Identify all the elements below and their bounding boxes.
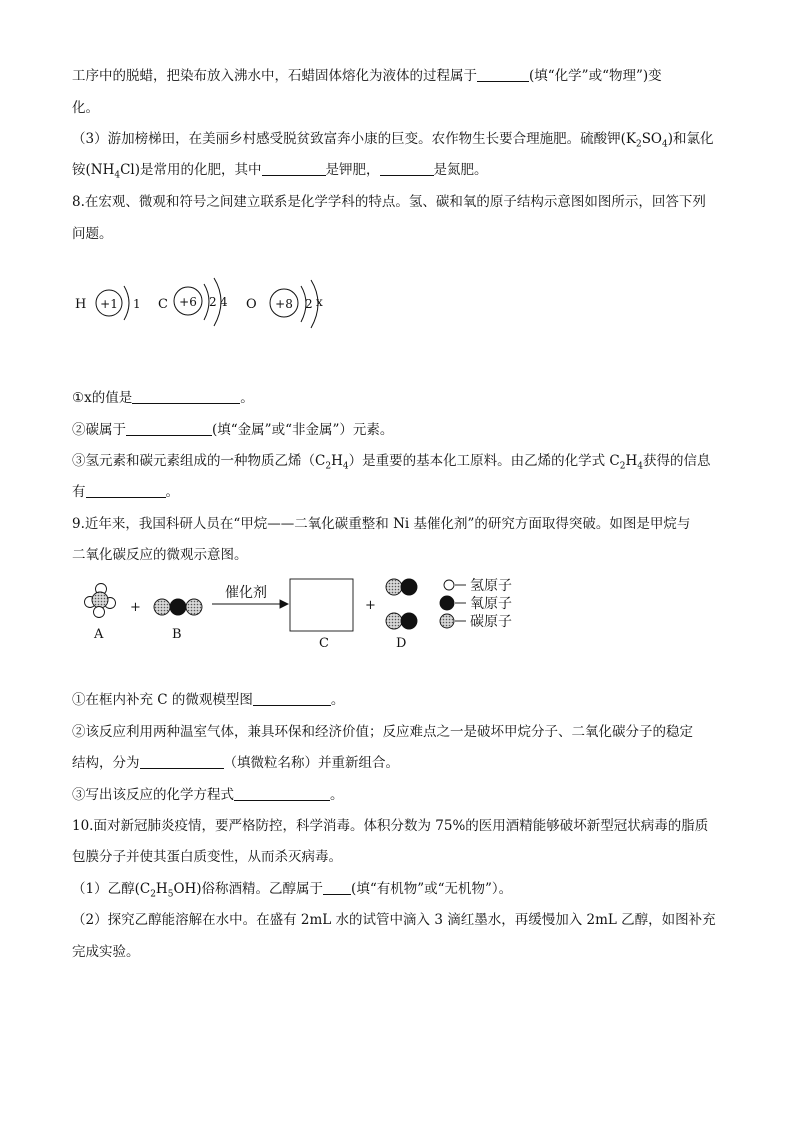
text: H — [625, 453, 638, 469]
text: 。 — [330, 692, 345, 708]
q8-sub-4 — [72, 482, 734, 502]
nucleus-charge: +6 — [179, 295, 197, 309]
q7-line-2 — [72, 98, 734, 118]
arrow-head — [280, 600, 288, 608]
text: 铵(NH — [72, 162, 115, 178]
q9-sub-3 — [72, 785, 734, 805]
legend-oxygen-icon — [440, 596, 454, 610]
text: SO — [641, 131, 663, 147]
nucleus-charge: +1 — [100, 297, 118, 311]
shell-electrons: 4 — [220, 295, 228, 309]
legend-hydrogen-icon — [444, 580, 454, 590]
atom-symbol: H — [75, 297, 87, 312]
text: 有 — [72, 484, 86, 500]
shell-electrons: x — [316, 295, 323, 309]
text: （2）探究乙醇能溶解在水中。在盛有 2mL 水的试管中滴入 3 滴红墨水，再缓慢加入 2mL 乙醇，如图补充 — [72, 912, 716, 928]
text: 获得的信息 — [642, 453, 711, 469]
text: （1）乙醇(C — [72, 881, 151, 897]
text: 完成实验。 — [72, 944, 140, 960]
q8-sub-2 — [72, 420, 734, 440]
text: 。 — [330, 787, 344, 803]
subscript: 4 — [637, 461, 643, 472]
nucleus-charge: +8 — [275, 297, 293, 311]
text: ①在框内补充 C 的微观模型图 — [72, 692, 253, 708]
text: 。 — [240, 390, 254, 406]
label-b: B — [172, 627, 182, 642]
subscript: 2 — [325, 461, 332, 472]
text: 问题。 — [72, 226, 113, 242]
atom-structure-diagram — [60, 268, 360, 340]
text: 8.在宏观、微观和符号之间建立联系是化学学科的特点。氢、碳和氧的原子结构示意图如图所示，回答下列 — [72, 194, 706, 210]
label-d: D — [396, 636, 407, 651]
reaction-micro-diagram — [70, 570, 540, 655]
label-a: A — [94, 627, 104, 642]
subscript: 2 — [619, 461, 626, 472]
oxygen-atom — [170, 599, 186, 615]
q8-line-2 — [72, 224, 734, 244]
subscript: 4 — [662, 139, 668, 150]
legend-oxygen-label: 氧原子 — [470, 596, 512, 612]
text: 化。 — [72, 100, 99, 116]
shell-electrons: 2 — [209, 295, 217, 309]
text: (填“金属”或“非金属”）元素。 — [212, 422, 394, 438]
answer-blank[interactable] — [132, 389, 240, 404]
oxygen-atom — [401, 613, 417, 629]
answer-blank[interactable] — [262, 161, 326, 176]
text: ③写出该反应的化学方程式 — [72, 787, 234, 803]
electron-shell-arc — [124, 286, 129, 320]
legend-carbon-icon — [440, 614, 454, 628]
q10-line-4 — [72, 910, 734, 930]
subscript: 2 — [150, 889, 156, 900]
q10-line-3 — [72, 879, 734, 899]
subscript: 5 — [167, 889, 174, 900]
hydrogen-atom — [94, 607, 105, 618]
answer-blank[interactable] — [86, 483, 166, 498]
legend-hydrogen-label: 氢原子 — [470, 578, 512, 594]
q7-line-4 — [72, 160, 734, 180]
text: ①x的值是 — [72, 390, 133, 406]
q7-line-3 — [72, 129, 734, 149]
text: 包膜分子并使其蛋白质变性，从而杀灭病毒。 — [72, 849, 342, 865]
text: ②该反应利用两种温室气体，兼具环保和经济价值；反应难点之一是破坏甲烷分子、二氧化碳分子的稳定 — [72, 724, 693, 740]
text: )和氯化 — [667, 131, 714, 147]
subscript: 4 — [342, 461, 349, 472]
q8-sub-1 — [72, 388, 734, 408]
text: 9.近年来，我国科研人员在“甲烷——二氧化碳重整和 Ni 基催化剂”的研究方面取得突破。如图是甲烷与 — [72, 516, 691, 532]
q10-line-1 — [72, 816, 734, 836]
text: 二氧化碳反应的微观示意图。 — [72, 547, 248, 563]
text: 工序中的脱蜡，把染布放入沸水中，石蜡固体熔化为液体的过程属于 — [72, 68, 477, 84]
shell-electrons: 2 — [305, 297, 313, 311]
text: 10.面对新冠肺炎疫情，要严格防控，科学消毒。体积分数为 75%的医用酒精能够破坏新型冠状病毒的脂质 — [72, 818, 709, 834]
carbon-atom — [386, 613, 402, 629]
text: 结构，分为 — [72, 755, 140, 771]
product-c-box — [290, 579, 353, 631]
subscript: 2 — [635, 139, 642, 150]
label-c: C — [319, 636, 329, 651]
plus-sign: + — [130, 600, 141, 615]
atom-symbol: O — [246, 297, 257, 312]
text: (填“化学”或“物理”)变 — [529, 68, 662, 84]
oxygen-atom-shaded — [154, 599, 170, 615]
text: (填“有机物”或“无机物”）。 — [351, 881, 513, 897]
text: （填微粒名称）并重新组合。 — [223, 755, 399, 771]
text: ③氢元素和碳元素组成的一种物质乙烯（C — [72, 453, 326, 469]
text: OH)俗称酒精。乙醇属于 — [173, 881, 324, 897]
q8-line-1 — [72, 192, 734, 212]
answer-blank[interactable] — [380, 161, 434, 176]
carbon-atom — [92, 592, 108, 608]
text: （3）游加榜梯田，在美丽乡村感受脱贫致富奔小康的巨变。农作物生长要合理施肥。硫酸钾(K — [72, 131, 636, 147]
answer-blank[interactable] — [253, 691, 331, 706]
text: H — [155, 881, 168, 897]
atom-symbol: C — [158, 297, 168, 312]
carbon-atom — [186, 599, 202, 615]
answer-blank[interactable] — [126, 421, 212, 436]
plus-sign: + — [365, 598, 376, 613]
answer-blank[interactable] — [323, 880, 351, 895]
q9-sub-1 — [72, 690, 734, 710]
answer-blank[interactable] — [140, 754, 224, 769]
answer-blank[interactable] — [477, 67, 529, 82]
q9-line-2 — [72, 545, 734, 565]
answer-blank[interactable] — [234, 786, 330, 801]
text: ②碳属于 — [72, 422, 126, 438]
q10-line-2 — [72, 847, 734, 867]
q9-sub-2b — [72, 753, 734, 773]
carbon-atom — [386, 579, 402, 595]
subscript: 4 — [114, 170, 121, 181]
text: 。 — [165, 484, 179, 500]
oxygen-atom — [401, 579, 417, 595]
catalyst-label: 催化剂 — [225, 585, 267, 601]
text: 是氮肥。 — [433, 162, 488, 178]
text: H — [331, 453, 343, 469]
q7-line-1 — [72, 66, 734, 86]
q8-sub-3 — [72, 451, 734, 471]
q9-line-1 — [72, 514, 734, 534]
q10-line-5 — [72, 942, 734, 962]
legend-carbon-label: 碳原子 — [470, 614, 512, 630]
shell-electrons: 1 — [133, 297, 141, 311]
text: ）是重要的基本化工原料。由乙烯的化学式 C — [348, 453, 620, 469]
text: Cl)是常用的化肥，其中 — [120, 162, 262, 178]
text: 是钾肥， — [325, 162, 380, 178]
q9-sub-2 — [72, 722, 734, 742]
